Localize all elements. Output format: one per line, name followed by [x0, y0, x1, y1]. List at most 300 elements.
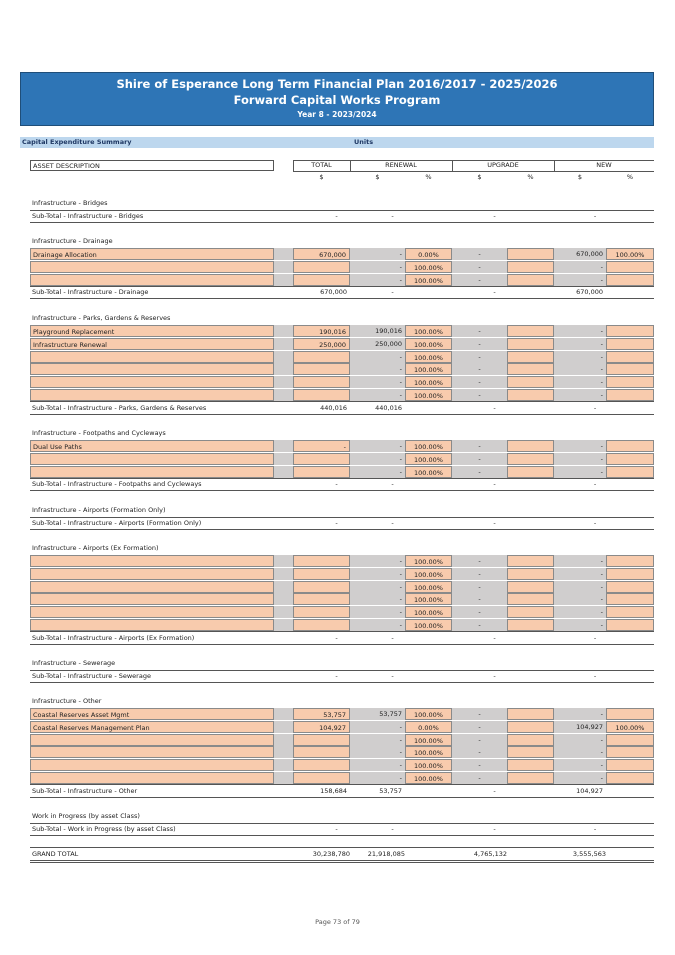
unit-new-dollar: $	[577, 173, 583, 181]
row-new-pct	[606, 734, 654, 746]
row-upgrade-pct	[507, 772, 554, 784]
row-renewal-pct: 100.00%	[405, 325, 452, 337]
column-asset-description: ASSET DESCRIPTION	[30, 160, 274, 171]
subtotal-label: Sub-Total - Infrastructure - Sewerage	[32, 672, 151, 680]
summary-bar	[20, 137, 654, 148]
subtotal-renewal: 440,016	[375, 403, 402, 412]
subtotal-renewal: -	[391, 288, 394, 297]
summary-units: Units	[354, 138, 374, 146]
row-total: -	[293, 440, 350, 452]
subtotal-new: -	[593, 212, 597, 220]
row-total: 53,757	[293, 708, 350, 720]
subtotal-total: 440,016	[320, 403, 347, 412]
unit-new-pct: %	[626, 173, 634, 181]
row-spacer	[274, 338, 293, 350]
row-new-pct	[606, 466, 654, 478]
row-new: -	[554, 261, 606, 273]
row-total	[293, 261, 350, 273]
row-spacer	[274, 325, 293, 337]
subtotal-new: -	[593, 403, 597, 412]
row-new-pct	[606, 593, 654, 605]
grand-total-upgrade: 4,765,132	[473, 850, 507, 858]
subtotal-new: 670,000	[576, 288, 603, 297]
row-upgrade: -	[452, 759, 507, 771]
row-new: -	[554, 325, 606, 337]
row-spacer	[274, 746, 293, 758]
row-upgrade-pct	[507, 453, 554, 465]
row-upgrade: -	[452, 606, 507, 618]
row-renewal-pct: 100.00%	[405, 606, 452, 618]
subtotal-bottom-rule	[30, 797, 654, 798]
subtotal-new: 104,927	[576, 786, 603, 795]
row-upgrade: -	[452, 453, 507, 465]
row-new: -	[554, 363, 606, 375]
row-spacer	[274, 721, 293, 733]
row-new-pct: 100.00%	[606, 721, 654, 733]
row-new-pct	[606, 261, 654, 273]
row-new-pct	[606, 274, 654, 286]
row-description	[30, 759, 274, 771]
row-new-pct	[606, 363, 654, 375]
row-new-pct	[606, 759, 654, 771]
grand-total-total: 30,238,780	[312, 850, 350, 858]
row-renewal: -	[350, 389, 405, 401]
row-renewal-pct: 0.00%	[405, 721, 452, 733]
section-title: Infrastructure - Sewerage	[32, 659, 116, 667]
row-upgrade: -	[452, 351, 507, 363]
row-renewal: 190,016	[350, 325, 405, 337]
row-renewal: -	[350, 248, 405, 260]
row-spacer	[274, 734, 293, 746]
row-upgrade-pct	[507, 734, 554, 746]
row-renewal-pct: 0.00%	[405, 248, 452, 260]
row-new: -	[554, 619, 606, 631]
row-upgrade: -	[452, 568, 507, 580]
row-renewal-pct: 100.00%	[405, 772, 452, 784]
row-upgrade-pct	[507, 261, 554, 273]
row-total	[293, 363, 350, 375]
row-description	[30, 772, 274, 784]
row-renewal: -	[350, 721, 405, 733]
section-title: Infrastructure - Footpaths and Cycleways	[32, 429, 166, 437]
row-upgrade-pct	[507, 351, 554, 363]
subtotal-new: -	[593, 672, 597, 680]
row-renewal: -	[350, 772, 405, 784]
row-new-pct	[606, 772, 654, 784]
row-upgrade-pct	[507, 325, 554, 337]
row-upgrade-pct	[507, 593, 554, 605]
row-new: -	[554, 376, 606, 388]
row-new-pct	[606, 606, 654, 618]
row-description	[30, 606, 274, 618]
subtotal-renewal: 53,757	[379, 786, 402, 795]
row-spacer	[274, 772, 293, 784]
subtotal-total: -	[335, 480, 338, 489]
unit-renewal-dollar: $	[375, 173, 380, 181]
row-total	[293, 466, 350, 478]
row-new: -	[554, 759, 606, 771]
row-upgrade-pct	[507, 274, 554, 286]
row-upgrade: -	[452, 363, 507, 375]
row-upgrade-pct	[507, 389, 554, 401]
report-header	[20, 72, 654, 126]
row-description	[30, 734, 274, 746]
row-upgrade: -	[452, 734, 507, 746]
section-title: Infrastructure - Bridges	[32, 199, 108, 207]
row-description	[30, 466, 274, 478]
row-total	[293, 555, 350, 567]
subtotal-upgrade: -	[493, 480, 496, 489]
row-spacer	[274, 274, 293, 286]
row-upgrade: -	[452, 555, 507, 567]
row-new: -	[554, 338, 606, 350]
row-description	[30, 555, 274, 567]
row-description	[30, 389, 274, 401]
row-renewal: -	[350, 440, 405, 452]
subtotal-renewal: -	[391, 480, 394, 489]
row-description: Coastal Reserves Management Plan	[30, 721, 274, 733]
row-spacer	[274, 568, 293, 580]
row-upgrade: -	[452, 746, 507, 758]
row-upgrade: -	[452, 619, 507, 631]
row-renewal-pct: 100.00%	[405, 746, 452, 758]
grand-total-double-rule	[30, 860, 654, 863]
subtotal-label: Sub-Total - Infrastructure - Footpaths and Cycleways	[32, 480, 202, 489]
row-upgrade: -	[452, 593, 507, 605]
row-upgrade: -	[452, 274, 507, 286]
subtotal-total: -	[335, 212, 338, 220]
row-renewal-pct: 100.00%	[405, 389, 452, 401]
row-spacer	[274, 440, 293, 452]
row-total	[293, 734, 350, 746]
row-renewal: -	[350, 593, 405, 605]
subtotal-renewal: -	[391, 212, 394, 220]
row-new-pct	[606, 440, 654, 452]
subtotal-label: Sub-Total - Infrastructure - Other	[32, 786, 138, 795]
row-spacer	[274, 351, 293, 363]
subtotal-bottom-rule	[30, 414, 654, 415]
row-description: Infrastructure Renewal	[30, 338, 274, 350]
unit-upgrade-pct: %	[527, 173, 534, 181]
row-spacer	[274, 453, 293, 465]
row-new: -	[554, 555, 606, 567]
column-renewal: RENEWAL	[385, 161, 417, 169]
subtotal-bottom-rule	[30, 222, 654, 223]
grand-total-renewal: 21,918,085	[367, 850, 405, 858]
row-upgrade-pct	[507, 746, 554, 758]
section-title: Infrastructure - Parks, Gardens & Reserves	[32, 314, 171, 322]
row-renewal: -	[350, 568, 405, 580]
row-new: -	[554, 453, 606, 465]
column-divider	[452, 160, 453, 171]
row-description	[30, 363, 274, 375]
row-description	[30, 593, 274, 605]
row-new-pct: 100.00%	[606, 248, 654, 260]
row-upgrade: -	[452, 248, 507, 260]
row-renewal-pct: 100.00%	[405, 338, 452, 350]
row-upgrade: -	[452, 708, 507, 720]
section-title: Work in Progress (by asset Class)	[32, 812, 140, 820]
subtotal-new: -	[593, 825, 597, 833]
row-spacer	[274, 389, 293, 401]
row-spacer	[274, 619, 293, 631]
row-new: -	[554, 440, 606, 452]
row-upgrade: -	[452, 440, 507, 452]
row-renewal: 53,757	[350, 708, 405, 720]
row-upgrade-pct	[507, 248, 554, 260]
row-upgrade-pct	[507, 581, 554, 593]
row-new-pct	[606, 619, 654, 631]
row-renewal-pct: 100.00%	[405, 440, 452, 452]
subtotal-bottom-rule	[30, 644, 654, 645]
grand-total-new: 3,555,563	[572, 850, 606, 858]
row-upgrade: -	[452, 376, 507, 388]
report-subtitle: Forward Capital Works Program	[233, 93, 441, 107]
row-renewal-pct: 100.00%	[405, 351, 452, 363]
subtotal-upgrade: -	[493, 672, 496, 680]
column-divider	[350, 160, 351, 171]
row-total: 104,927	[293, 721, 350, 733]
row-spacer	[274, 261, 293, 273]
row-new: -	[554, 734, 606, 746]
subtotal-total: -	[335, 672, 338, 680]
row-total: 190,016	[293, 325, 350, 337]
row-total	[293, 593, 350, 605]
row-renewal: -	[350, 746, 405, 758]
row-upgrade-pct	[507, 759, 554, 771]
row-total	[293, 772, 350, 784]
row-upgrade: -	[452, 721, 507, 733]
row-total	[293, 759, 350, 771]
row-upgrade-pct	[507, 440, 554, 452]
subtotal-label: Sub-Total - Infrastructure - Parks, Gardens & Reserves	[32, 403, 207, 412]
subtotal-upgrade: -	[493, 519, 496, 527]
column-total: TOTAL	[311, 161, 332, 169]
row-upgrade: -	[452, 772, 507, 784]
row-description: Coastal Reserves Asset Mgmt	[30, 708, 274, 720]
row-renewal-pct: 100.00%	[405, 593, 452, 605]
row-description	[30, 274, 274, 286]
row-description: Dual Use Paths	[30, 440, 274, 452]
row-total	[293, 568, 350, 580]
row-new: -	[554, 772, 606, 784]
row-upgrade-pct	[507, 376, 554, 388]
row-total	[293, 376, 350, 388]
row-renewal-pct: 100.00%	[405, 274, 452, 286]
row-renewal-pct: 100.00%	[405, 453, 452, 465]
subtotal-total: 158,684	[320, 786, 347, 795]
row-description	[30, 581, 274, 593]
column-divider	[293, 160, 294, 171]
row-new: -	[554, 389, 606, 401]
row-description	[30, 261, 274, 273]
subtotal-bottom-rule	[30, 835, 654, 836]
row-new-pct	[606, 708, 654, 720]
row-new-pct	[606, 746, 654, 758]
row-new: -	[554, 274, 606, 286]
column-new: NEW	[596, 161, 612, 169]
row-spacer	[274, 581, 293, 593]
row-upgrade-pct	[507, 555, 554, 567]
row-total	[293, 274, 350, 286]
row-description	[30, 453, 274, 465]
row-renewal: -	[350, 619, 405, 631]
column-upgrade: UPGRADE	[487, 161, 519, 169]
subtotal-total: -	[335, 825, 338, 833]
section-title: Infrastructure - Airports (Ex Formation)	[32, 544, 159, 552]
row-new: -	[554, 466, 606, 478]
subtotal-upgrade: -	[493, 633, 496, 642]
row-renewal-pct: 100.00%	[405, 619, 452, 631]
row-total: 670,000	[293, 248, 350, 260]
column-divider	[554, 160, 555, 171]
row-new-pct	[606, 325, 654, 337]
row-upgrade-pct	[507, 708, 554, 720]
section-title: Infrastructure - Drainage	[32, 237, 113, 245]
subtotal-new: -	[593, 633, 597, 642]
subtotal-bottom-rule	[30, 529, 654, 530]
row-renewal: -	[350, 759, 405, 771]
row-total: 250,000	[293, 338, 350, 350]
row-new: -	[554, 351, 606, 363]
row-renewal: -	[350, 376, 405, 388]
section-title: Infrastructure - Other	[32, 697, 102, 705]
section-title: Infrastructure - Airports (Formation Only)	[32, 506, 166, 514]
row-upgrade: -	[452, 325, 507, 337]
row-renewal-pct: 100.00%	[405, 568, 452, 580]
subtotal-new: -	[593, 480, 597, 489]
row-renewal: -	[350, 466, 405, 478]
subtotal-renewal: -	[391, 825, 394, 833]
row-renewal: 250,000	[350, 338, 405, 350]
row-renewal-pct: 100.00%	[405, 466, 452, 478]
row-description	[30, 619, 274, 631]
row-new: -	[554, 568, 606, 580]
row-description	[30, 376, 274, 388]
row-spacer	[274, 606, 293, 618]
row-upgrade-pct	[507, 363, 554, 375]
row-renewal: -	[350, 581, 405, 593]
row-spacer	[274, 376, 293, 388]
unit-upgrade-dollar: $	[477, 173, 482, 181]
row-upgrade: -	[452, 389, 507, 401]
row-total	[293, 389, 350, 401]
subtotal-label: Sub-Total - Infrastructure - Airports (Formation Only)	[32, 519, 202, 527]
summary-label: Capital Expenditure Summary	[22, 138, 132, 146]
row-upgrade: -	[452, 466, 507, 478]
row-new-pct	[606, 389, 654, 401]
row-upgrade-pct	[507, 568, 554, 580]
row-renewal-pct: 100.00%	[405, 734, 452, 746]
row-spacer	[274, 555, 293, 567]
row-total	[293, 581, 350, 593]
row-description	[30, 351, 274, 363]
row-total	[293, 453, 350, 465]
row-total	[293, 351, 350, 363]
row-new: -	[554, 746, 606, 758]
subtotal-total: 670,000	[320, 288, 347, 297]
subtotal-upgrade: -	[493, 786, 496, 795]
row-description: Playground Replacement	[30, 325, 274, 337]
row-new-pct	[606, 568, 654, 580]
row-new: -	[554, 593, 606, 605]
row-total	[293, 746, 350, 758]
row-new-pct	[606, 338, 654, 350]
row-upgrade-pct	[507, 466, 554, 478]
row-spacer	[274, 759, 293, 771]
row-renewal-pct: 100.00%	[405, 581, 452, 593]
subtotal-upgrade: -	[493, 403, 496, 412]
subtotal-upgrade: -	[493, 212, 496, 220]
row-spacer	[274, 466, 293, 478]
row-spacer	[274, 593, 293, 605]
row-renewal-pct: 100.00%	[405, 261, 452, 273]
subtotal-upgrade: -	[493, 825, 496, 833]
subtotal-renewal: -	[391, 633, 394, 642]
row-new-pct	[606, 453, 654, 465]
row-new: 104,927	[554, 721, 606, 733]
subtotal-renewal: -	[391, 672, 394, 680]
row-total	[293, 606, 350, 618]
row-renewal: -	[350, 555, 405, 567]
row-description	[30, 568, 274, 580]
row-upgrade-pct	[507, 606, 554, 618]
row-total	[293, 619, 350, 631]
unit-total: $	[319, 173, 324, 181]
row-renewal-pct: 100.00%	[405, 555, 452, 567]
row-description: Drainage Allocation	[30, 248, 274, 260]
row-renewal-pct: 100.00%	[405, 759, 452, 771]
row-spacer	[274, 708, 293, 720]
row-new: -	[554, 708, 606, 720]
row-renewal: -	[350, 606, 405, 618]
row-spacer	[274, 248, 293, 260]
row-renewal: -	[350, 274, 405, 286]
subtotal-label: Sub-Total - Infrastructure - Bridges	[32, 212, 144, 220]
report-year: Year 8 - 2023/2024	[297, 110, 377, 119]
subtotal-upgrade: -	[493, 288, 496, 297]
row-new-pct	[606, 351, 654, 363]
grand-total-label: GRAND TOTAL	[32, 850, 79, 858]
row-renewal: -	[350, 261, 405, 273]
row-renewal: -	[350, 734, 405, 746]
row-renewal-pct: 100.00%	[405, 376, 452, 388]
row-renewal-pct: 100.00%	[405, 708, 452, 720]
row-upgrade: -	[452, 338, 507, 350]
subtotal-label: Sub-Total - Infrastructure - Drainage	[32, 288, 149, 297]
row-new-pct	[606, 376, 654, 388]
subtotal-renewal: -	[391, 519, 394, 527]
row-upgrade: -	[452, 261, 507, 273]
unit-renewal-pct: %	[425, 173, 432, 181]
subtotal-bottom-rule	[30, 682, 654, 683]
subtotal-bottom-rule	[30, 298, 654, 299]
row-upgrade-pct	[507, 619, 554, 631]
row-new-pct	[606, 581, 654, 593]
row-spacer	[274, 363, 293, 375]
row-new-pct	[606, 555, 654, 567]
row-description	[30, 746, 274, 758]
row-new: -	[554, 581, 606, 593]
row-renewal-pct: 100.00%	[405, 363, 452, 375]
row-renewal: -	[350, 363, 405, 375]
report-title: Shire of Esperance Long Term Financial Plan 2016/2017 - 2025/2026	[116, 77, 558, 91]
page-number: Page 73 of 79	[315, 918, 360, 926]
subtotal-total: -	[335, 633, 338, 642]
subtotal-label: Sub-Total - Work in Progress (by asset Class)	[32, 825, 176, 833]
row-upgrade-pct	[507, 721, 554, 733]
row-upgrade: -	[452, 581, 507, 593]
